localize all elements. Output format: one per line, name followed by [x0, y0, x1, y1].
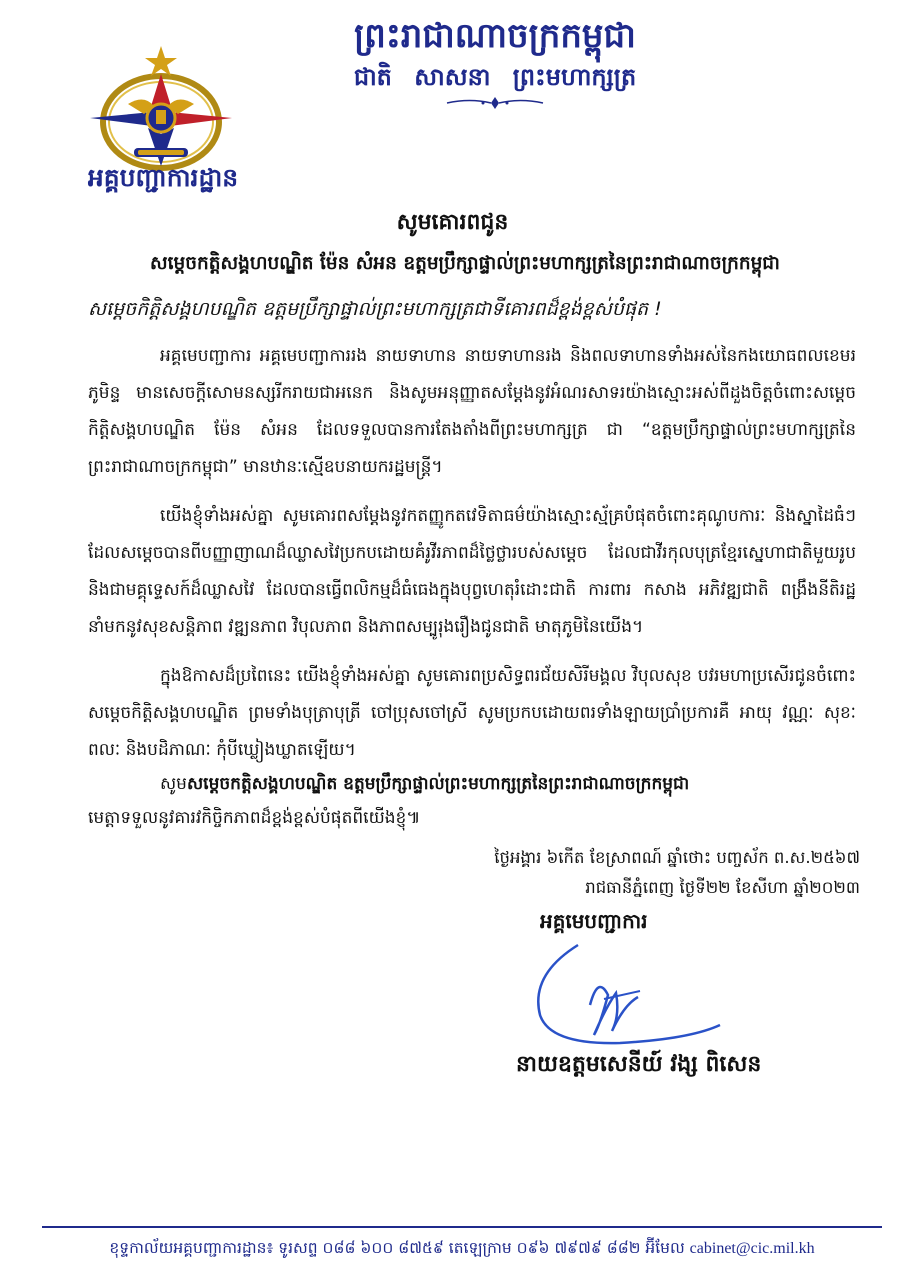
footer-email: cabinet@cic.mil.kh: [689, 1240, 815, 1257]
closing-paragraph: [88, 767, 856, 835]
body-paragraph-3: ក្នុងឱកាសដ៏ប្រពៃនេះ យើងខ្ញុំទាំងអស់គ្នា សូមគោរពប្រសិទ្ធពរជ័យសិរីមង្គល វិបុលសុខ បវរមហាប្រសើរជូនចំពោះសម្ដេចកិត្តិសង្គហបណ្ឌិត ព្រមទាំងបុត្រាបុត្រី ចៅប្រុសចៅស្រី សូមប្រកបដោយពរទាំងឡាយប្រាំប្រការគឺ អាយុ វណ្ណៈ សុខៈ ពលៈ និងបដិភាណៈ កុំបីឃ្លៀងឃ្លាតឡើយ។: [88, 666, 856, 760]
lunar-date: ថ្ងៃអង្គារ ៦កើត ខែស្រាពណ៍ ឆ្នាំថោះ បញ្ចស័ក ព.ស.២៥៦៧: [494, 848, 860, 867]
footer-contact: [42, 1238, 882, 1261]
addressee-line: សម្ដេចកត្តិសង្គហបណ្ឌិត ម៉ែន សំអន ឧត្តមប្រឹក្សាផ្ទាល់ព្រះមហាក្សត្រនៃព្រះរាជាណាចក្រកម្ពុជា: [150, 253, 780, 274]
handwritten-signature-icon: [520, 935, 740, 1065]
place-date: រាជធានីភ្នំពេញ ថ្ងៃទី២២ ខែសីហា ឆ្នាំ២០២៣: [585, 878, 860, 897]
body-paragraph-1: អគ្គមេបញ្ជាការ អគ្គមេបញ្ជាការរង នាយទាហាន នាយទាហានរង និងពលទាហានទាំងអស់នៃកងយោធពលខេមរភូមិន្ទ មានសេចក្ដីសោមនស្សរីករាយជាអនេក និងសូមអនុញ្ញាតសម្ដែងនូវអំណរសាទរយ៉ាងស្មោះអស់ពីដួងចិត្តចំពោះសម្ដេចកិត្តិសង្គហបណ្ឌិត ម៉ែន សំអន ដែលទទួលបានការតែងតាំងពីព្រះមហាក្សត្រ ជា “ឧត្តមប្រឹក្សាផ្ទាល់ព្រះមហាក្សត្រនៃព្រះរាជាណាចក្រកម្ពុជា” មានឋានៈស្មើឧបនាយករដ្ឋមន្ត្រី។: [88, 346, 856, 477]
footer-divider: [42, 1226, 882, 1228]
signer-name: នាយឧត្តមសេនីយ៍ វង្ស ពិសេន: [516, 1052, 762, 1077]
greeting-heading: សូមគោរពជូន: [396, 210, 509, 235]
body-paragraph-2: យើងខ្ញុំទាំងអស់គ្នា សូមគោរពសម្ដែងនូវកតញ្ញូកតវេទិតាធម៌យ៉ាងស្មោះស្ម័គ្របំផុតចំពោះគុណូបការៈ និងស្នាដៃធំៗ ដែលសម្ដេចបានពីបញ្ញាញាណដ៏ឈ្លាសវៃប្រកបដោយគំរូវីរភាពដ៏ថ្លៃថ្លារបស់សម្ដេច ដែលជាវីរកុលបុត្រខ្មែរស្នេហាជាតិមួយរូប និងជាមគ្គុទ្ទេសក៍ដ៏ឈ្លាសវៃ ដែលបានធ្វើពលិកម្មដ៏ធំធេងក្នុងបុព្វហេតុរំដោះជាតិ ការពារ កសាង អភិវឌ្ឍជាតិ ពង្រឹងនីតិរដ្ឋ នាំមកនូវសុខសន្តិភាព វឌ្ឍនភាព វិបុលភាព និងភាពសម្បូរុងរឿងជូនជាតិ មាតុភូមិនៃយើង។: [88, 506, 856, 637]
salutation-line: សម្ដេចកិត្តិសង្គហបណ្ឌិត ឧត្តមប្រឹក្សាផ្ទាល់ព្រះមហាក្សត្រជាទីគោរពដ៏ខ្ពង់ខ្ពស់បំផុត !: [88, 298, 662, 320]
footer-contact-text: ខុទ្ទកាល័យអគ្គបញ្ជាការដ្ឋាន៖ ទូរសព្ទ ០៨៨ ៦០០ ៨៧៥៩ តេឡេក្រាម ០៩៦ ៧៩៧៩ ៨៨២ អ៊ីមែល: [109, 1239, 685, 1257]
national-motto: ជាតិ សាសនា ព្រះមហាក្សត្រ: [353, 63, 637, 91]
signer-title: អគ្គមេបញ្ជាការ: [540, 909, 648, 933]
closing-highlight: សម្ដេចកត្តិសង្គហបណ្ឌិត ឧត្តមប្រឹក្សាផ្ទាល់ព្រះមហាក្សត្រនៃព្រះរាជាណាចក្រកម្ពុជា: [186, 774, 690, 794]
kingdom-title: ព្រះរាជាណាចក្រកម្ពុជា: [354, 16, 636, 56]
closing-prefix: សូម: [160, 774, 187, 794]
organization-name: អគ្គបញ្ជាការដ្ឋាន: [87, 163, 239, 192]
closing-suffix: មេត្តាទទួលនូវគារវកិច្ចិកភាពដ៏ខ្ពង់ខ្ពស់បំផុតពីយើងខ្ញុំ៕: [88, 808, 421, 828]
letter-body: [88, 338, 856, 781]
ornament-divider-icon: [445, 96, 545, 110]
military-emblem-icon: [82, 44, 240, 174]
